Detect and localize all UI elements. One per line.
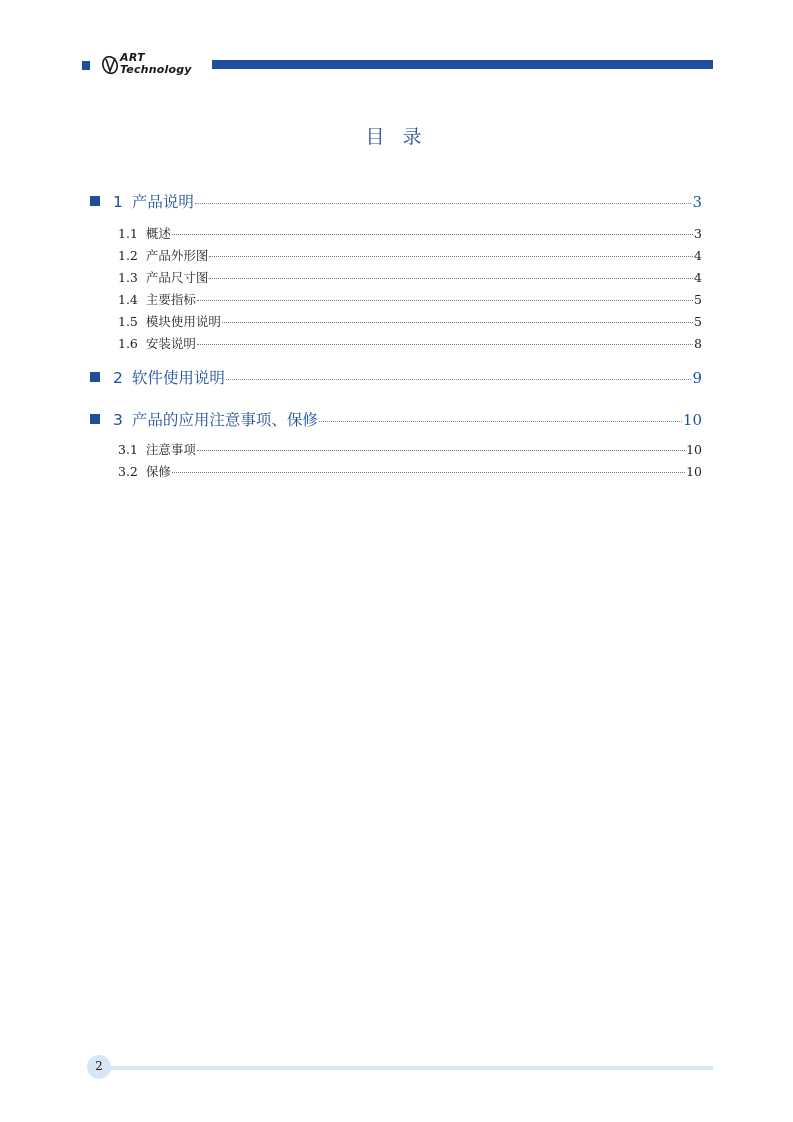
toc-number: 1.6 [118,336,138,351]
dot-leader [197,450,685,451]
toc-number: 3.1 [118,442,138,457]
toc-label: 产品的应用注意事项、保修 [131,411,318,429]
toc-label: 保修 [145,464,171,479]
logo-text-technology: Technology [120,63,192,76]
page-number: 2 [95,1059,103,1073]
toc-number: 1.4 [118,292,138,307]
toc-label: 主要指标 [145,292,196,307]
chapter-bullet-icon [90,372,102,384]
toc-label: 概述 [145,226,171,241]
toc-page-number: 10 [682,411,702,429]
dot-leader [226,379,692,380]
toc-entry-section[interactable] [118,462,702,480]
toc-label: 产品尺寸图 [145,270,209,285]
dot-leader [209,256,693,257]
chapter-bullet-icon [90,196,102,208]
toc-label: 注意事项 [145,442,196,457]
dot-leader [319,421,682,422]
toc-entry-chapter[interactable] [90,190,702,212]
dot-leader [222,322,693,323]
toc-page-number: 3 [692,193,702,211]
toc-page-number: 3 [694,226,702,241]
header-square [82,61,90,70]
page-header [0,0,793,90]
toc-page-number: 10 [686,442,702,457]
toc-number: 1.1 [118,226,138,241]
dot-leader [197,300,693,301]
dot-leader [172,472,685,473]
art-technology-logo [100,49,208,79]
toc-number: 3 [113,411,123,429]
toc-entry-section[interactable] [118,246,702,264]
dot-leader [195,203,692,204]
toc-label: 安装说明 [145,336,196,351]
toc-entry-section[interactable] [118,312,702,330]
chapter-bullet-icon [90,414,102,426]
toc-entry-section[interactable] [118,440,702,458]
toc-page-number: 5 [694,292,702,307]
logo-text-art: ART [120,51,145,64]
toc-label: 产品说明 [131,193,194,211]
toc-label: 软件使用说明 [131,369,225,387]
footer-bar [110,1066,713,1070]
toc-page-number: 8 [694,336,702,351]
toc-entry-chapter[interactable] [90,366,702,388]
toc-page-number: 5 [694,314,702,329]
toc-entry-chapter[interactable] [90,408,702,430]
toc-page-number: 4 [694,248,702,263]
toc-label: 模块使用说明 [145,314,221,329]
toc-number: 3.2 [118,464,138,479]
toc-number: 1.3 [118,270,138,285]
toc-entry-section[interactable] [118,290,702,308]
dot-leader [172,234,693,235]
toc-number: 1.2 [118,248,138,263]
toc-number: 1 [113,193,123,211]
dot-leader [197,344,693,345]
toc-entry-section[interactable] [118,268,702,286]
toc-page-number: 4 [694,270,702,285]
page-title: 目 录 [365,126,428,148]
toc-entry-section[interactable] [118,334,702,352]
toc-page-number: 10 [686,464,702,479]
header-bar [212,60,713,69]
toc-label: 产品外形图 [145,248,209,263]
toc-number: 1.5 [118,314,138,329]
logo-mark-icon [100,55,120,75]
toc-page-number: 9 [692,369,702,387]
dot-leader [209,278,693,279]
toc-number: 2 [113,369,123,387]
toc-entry-section[interactable] [118,224,702,242]
